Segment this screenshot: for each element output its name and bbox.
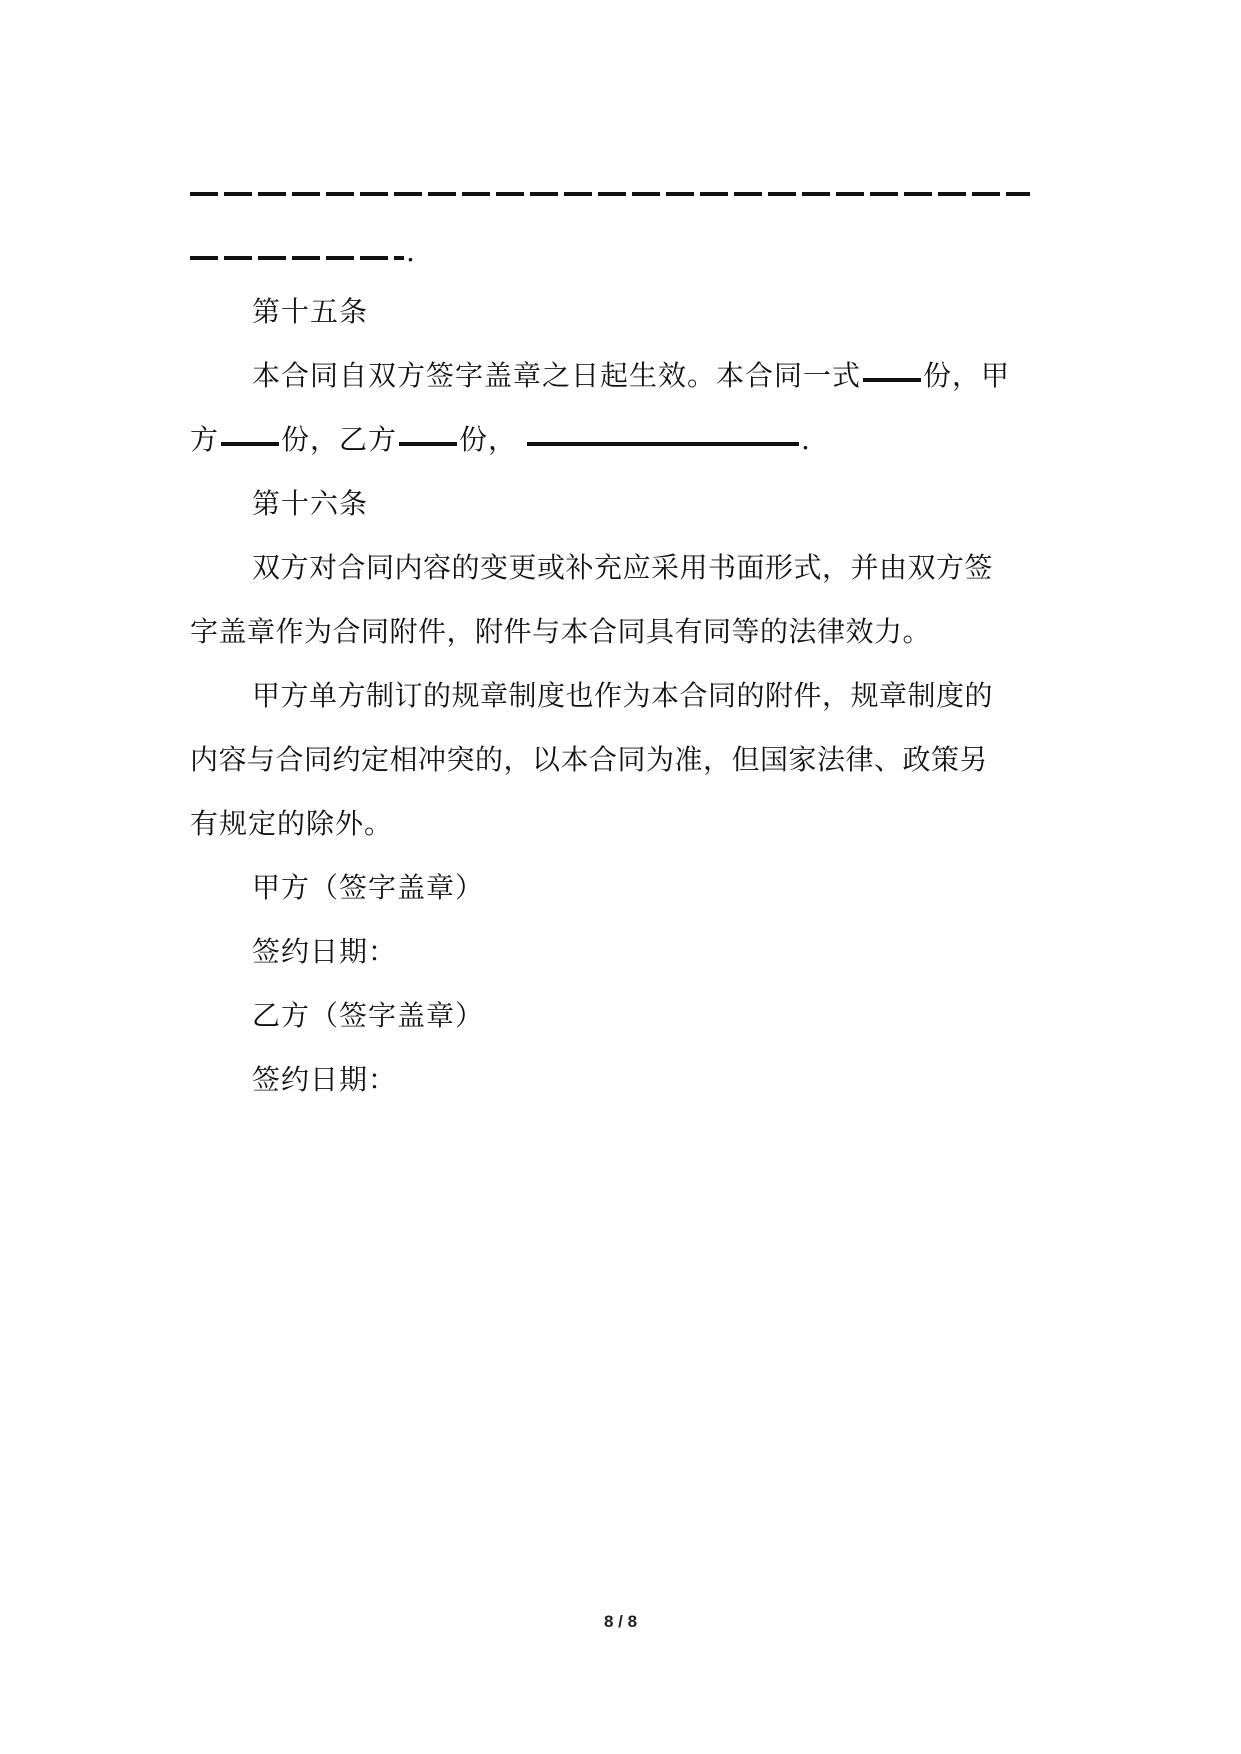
custody-note-blank [527, 442, 799, 446]
party-a-signature-label: 甲方（签字盖章） [252, 871, 485, 904]
party-b-date-label: 签约日期： [252, 1063, 398, 1096]
article-16-p2-line-2: 内容与合同约定相冲突的，以本合同为准，但国家法律、政策另 [190, 743, 989, 776]
page-number: 8 / 8 [603, 1612, 638, 1631]
article-16-p1-line-2: 字盖章作为合同附件，附件与本合同具有同等的法律效力。 [190, 615, 932, 648]
fill-blank-line-2 [190, 256, 404, 260]
article-15-line-2 [190, 420, 811, 460]
article-16-p1-line-1: 双方对合同内容的变更或补充应采用书面形式，并由双方签 [252, 551, 994, 584]
article-15-text-e: 份， [459, 423, 518, 456]
article-16-p2-line-3: 有规定的除外。 [190, 807, 394, 840]
copies-total-blank [863, 378, 921, 382]
article-15-line-1 [252, 356, 1010, 396]
article-15-text-a: 本合同自双方签字盖章之日起生效。本合同一式 [252, 359, 862, 392]
article-15-text-d: 份，乙方 [281, 423, 398, 456]
party-a-copies-blank [221, 442, 279, 446]
continuation-period: . [406, 235, 415, 268]
article-15-text-c: 方 [190, 423, 220, 456]
party-b-signature-label: 乙方（签字盖章） [252, 999, 485, 1032]
article-15-heading: 第十五条 [252, 295, 369, 328]
article-15-text-b: 份，甲 [923, 359, 1011, 392]
fill-blank-line-1 [190, 192, 1030, 196]
party-a-date-label: 签约日期： [252, 935, 398, 968]
article-15-end: . [801, 423, 811, 456]
article-16-heading: 第十六条 [252, 487, 369, 520]
article-16-p2-line-1: 甲方单方制订的规章制度也作为本合同的附件，规章制度的 [252, 679, 994, 712]
party-b-copies-blank [399, 442, 457, 446]
